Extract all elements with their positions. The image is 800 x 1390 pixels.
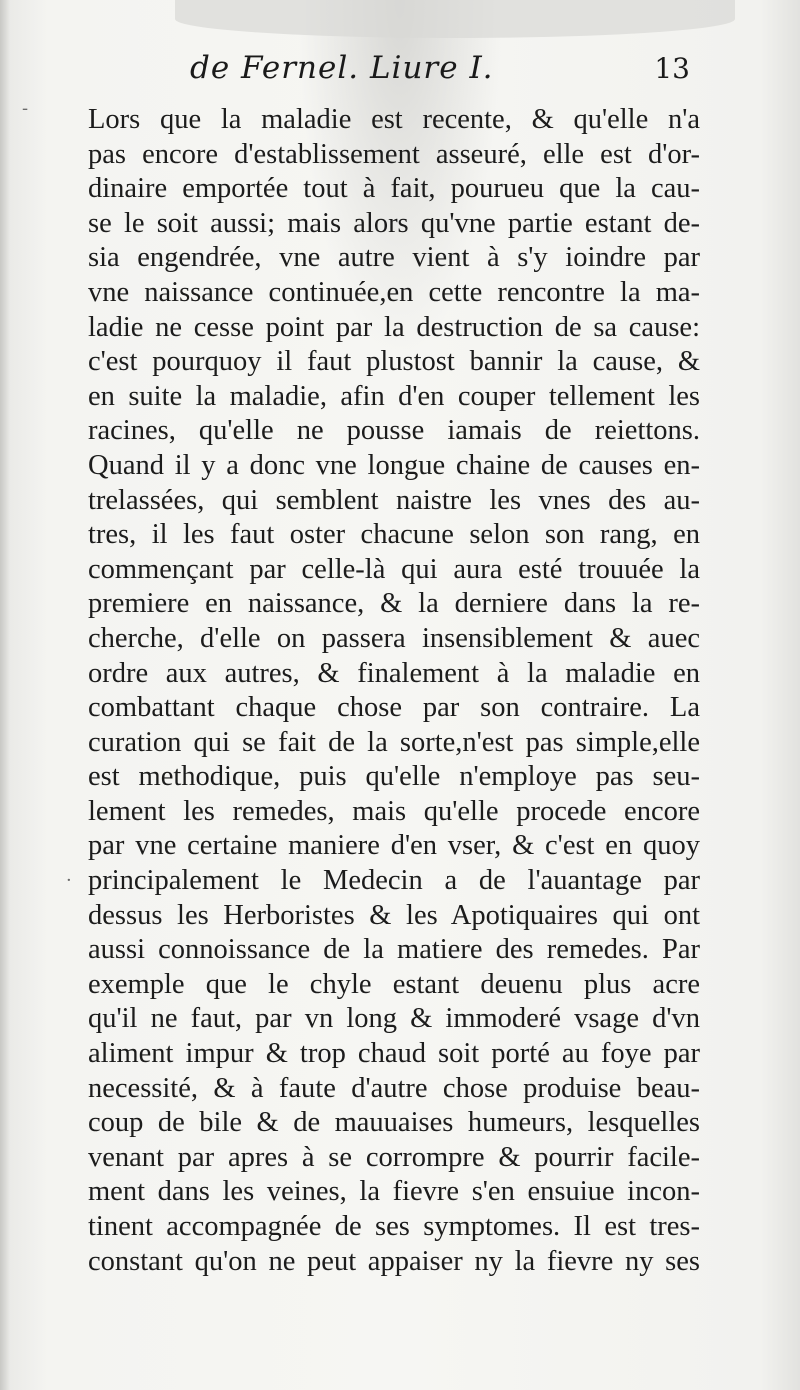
text-line: aliment impur & trop chaud soit porté au foye par [88, 1038, 700, 1070]
text-line: ordre aux autres, & finalement à la maladie en [88, 657, 700, 689]
text-line: venant par apres à se corrompre & pourrir facile- [88, 1141, 700, 1173]
text-line: Quand il y a donc vne longue chaine de causes en- [88, 449, 700, 481]
text-line: par vne certaine maniere d'en vser, & c'est en quoy [88, 830, 700, 862]
text-line: sia engendrée, vne autre vient à s'y ioindre par [88, 242, 700, 274]
text-line: lement les remedes, mais qu'elle procede encore [88, 795, 700, 827]
text-line: principalement le Medecin a de l'auantage par [88, 865, 700, 897]
text-line: vne naissance continuée,en cette rencontre la ma- [88, 276, 700, 308]
text-line: necessité, & à faute d'autre chose produise beau- [88, 1072, 700, 1104]
page-stain [175, 0, 735, 38]
text-line: exemple que le chyle estant deuenu plus acre [88, 968, 700, 1000]
text-line: aussi connoissance de la matiere des remedes. Par [88, 934, 700, 966]
text-line: tinent accompagnée de ses symptomes. Il est tres- [88, 1211, 700, 1242]
text-line: premiere en naissance, & la derniere dans la re- [88, 588, 700, 620]
text-line: qu'il ne faut, par vn long & immoderé vsage d'vn [88, 1003, 700, 1035]
page-number: 13 [654, 52, 690, 85]
text-line: commençant par celle-là qui aura esté trouuée la [88, 553, 700, 585]
text-line: Lors que la maladie est recente, & qu'elle n'a [88, 104, 700, 135]
text-line: curation qui se fait de la sorte,n'est pas simple,elle [88, 726, 700, 758]
text-line: combattant chaque chose par son contraire. La [88, 692, 700, 724]
text-line: c'est pourquoy il faut plustost bannir la cause, & [88, 346, 700, 378]
text-line: ladie ne cesse point par la destruction de sa cause: [88, 311, 700, 343]
running-title: de Fernel. Liure I. [190, 50, 494, 86]
text-line: constant qu'on ne peut appaiser ny la fievre ny ses [88, 1245, 700, 1277]
text-line: coup de bile & de mauuaises humeurs, lesquelles [88, 1107, 700, 1139]
text-line: tres, il les faut oster chacune selon son rang, en [88, 519, 700, 551]
text-line: pas encore d'establissement asseuré, elle est d'or- [88, 138, 700, 170]
text-line: racines, qu'elle ne pousse iamais de reiettons. [88, 415, 700, 447]
margin-mark: · [66, 870, 72, 891]
page-gutter-shadow [0, 0, 10, 1390]
text-line: trelassées, qui semblent naistre les vnes des au- [88, 484, 700, 516]
text-line: dinaire emportée tout à fait, pourueu que la cau- [88, 173, 700, 205]
text-line: se le soit aussi; mais alors qu'vne partie estant de- [88, 207, 700, 239]
text-line: est methodique, puis qu'elle n'employe pas seu- [88, 761, 700, 793]
text-line: en suite la maladie, afin d'en couper tellement les [88, 380, 700, 412]
running-header [190, 50, 690, 100]
text-line: ment dans les veines, la fievre s'en ensuiue incon- [88, 1176, 700, 1208]
margin-mark: - [22, 98, 29, 119]
text-line: cherche, d'elle on passera insensiblement & auec [88, 622, 700, 654]
body-text [88, 103, 700, 1279]
text-line: dessus les Herboristes & les Apotiquaires qui ont [88, 899, 700, 931]
